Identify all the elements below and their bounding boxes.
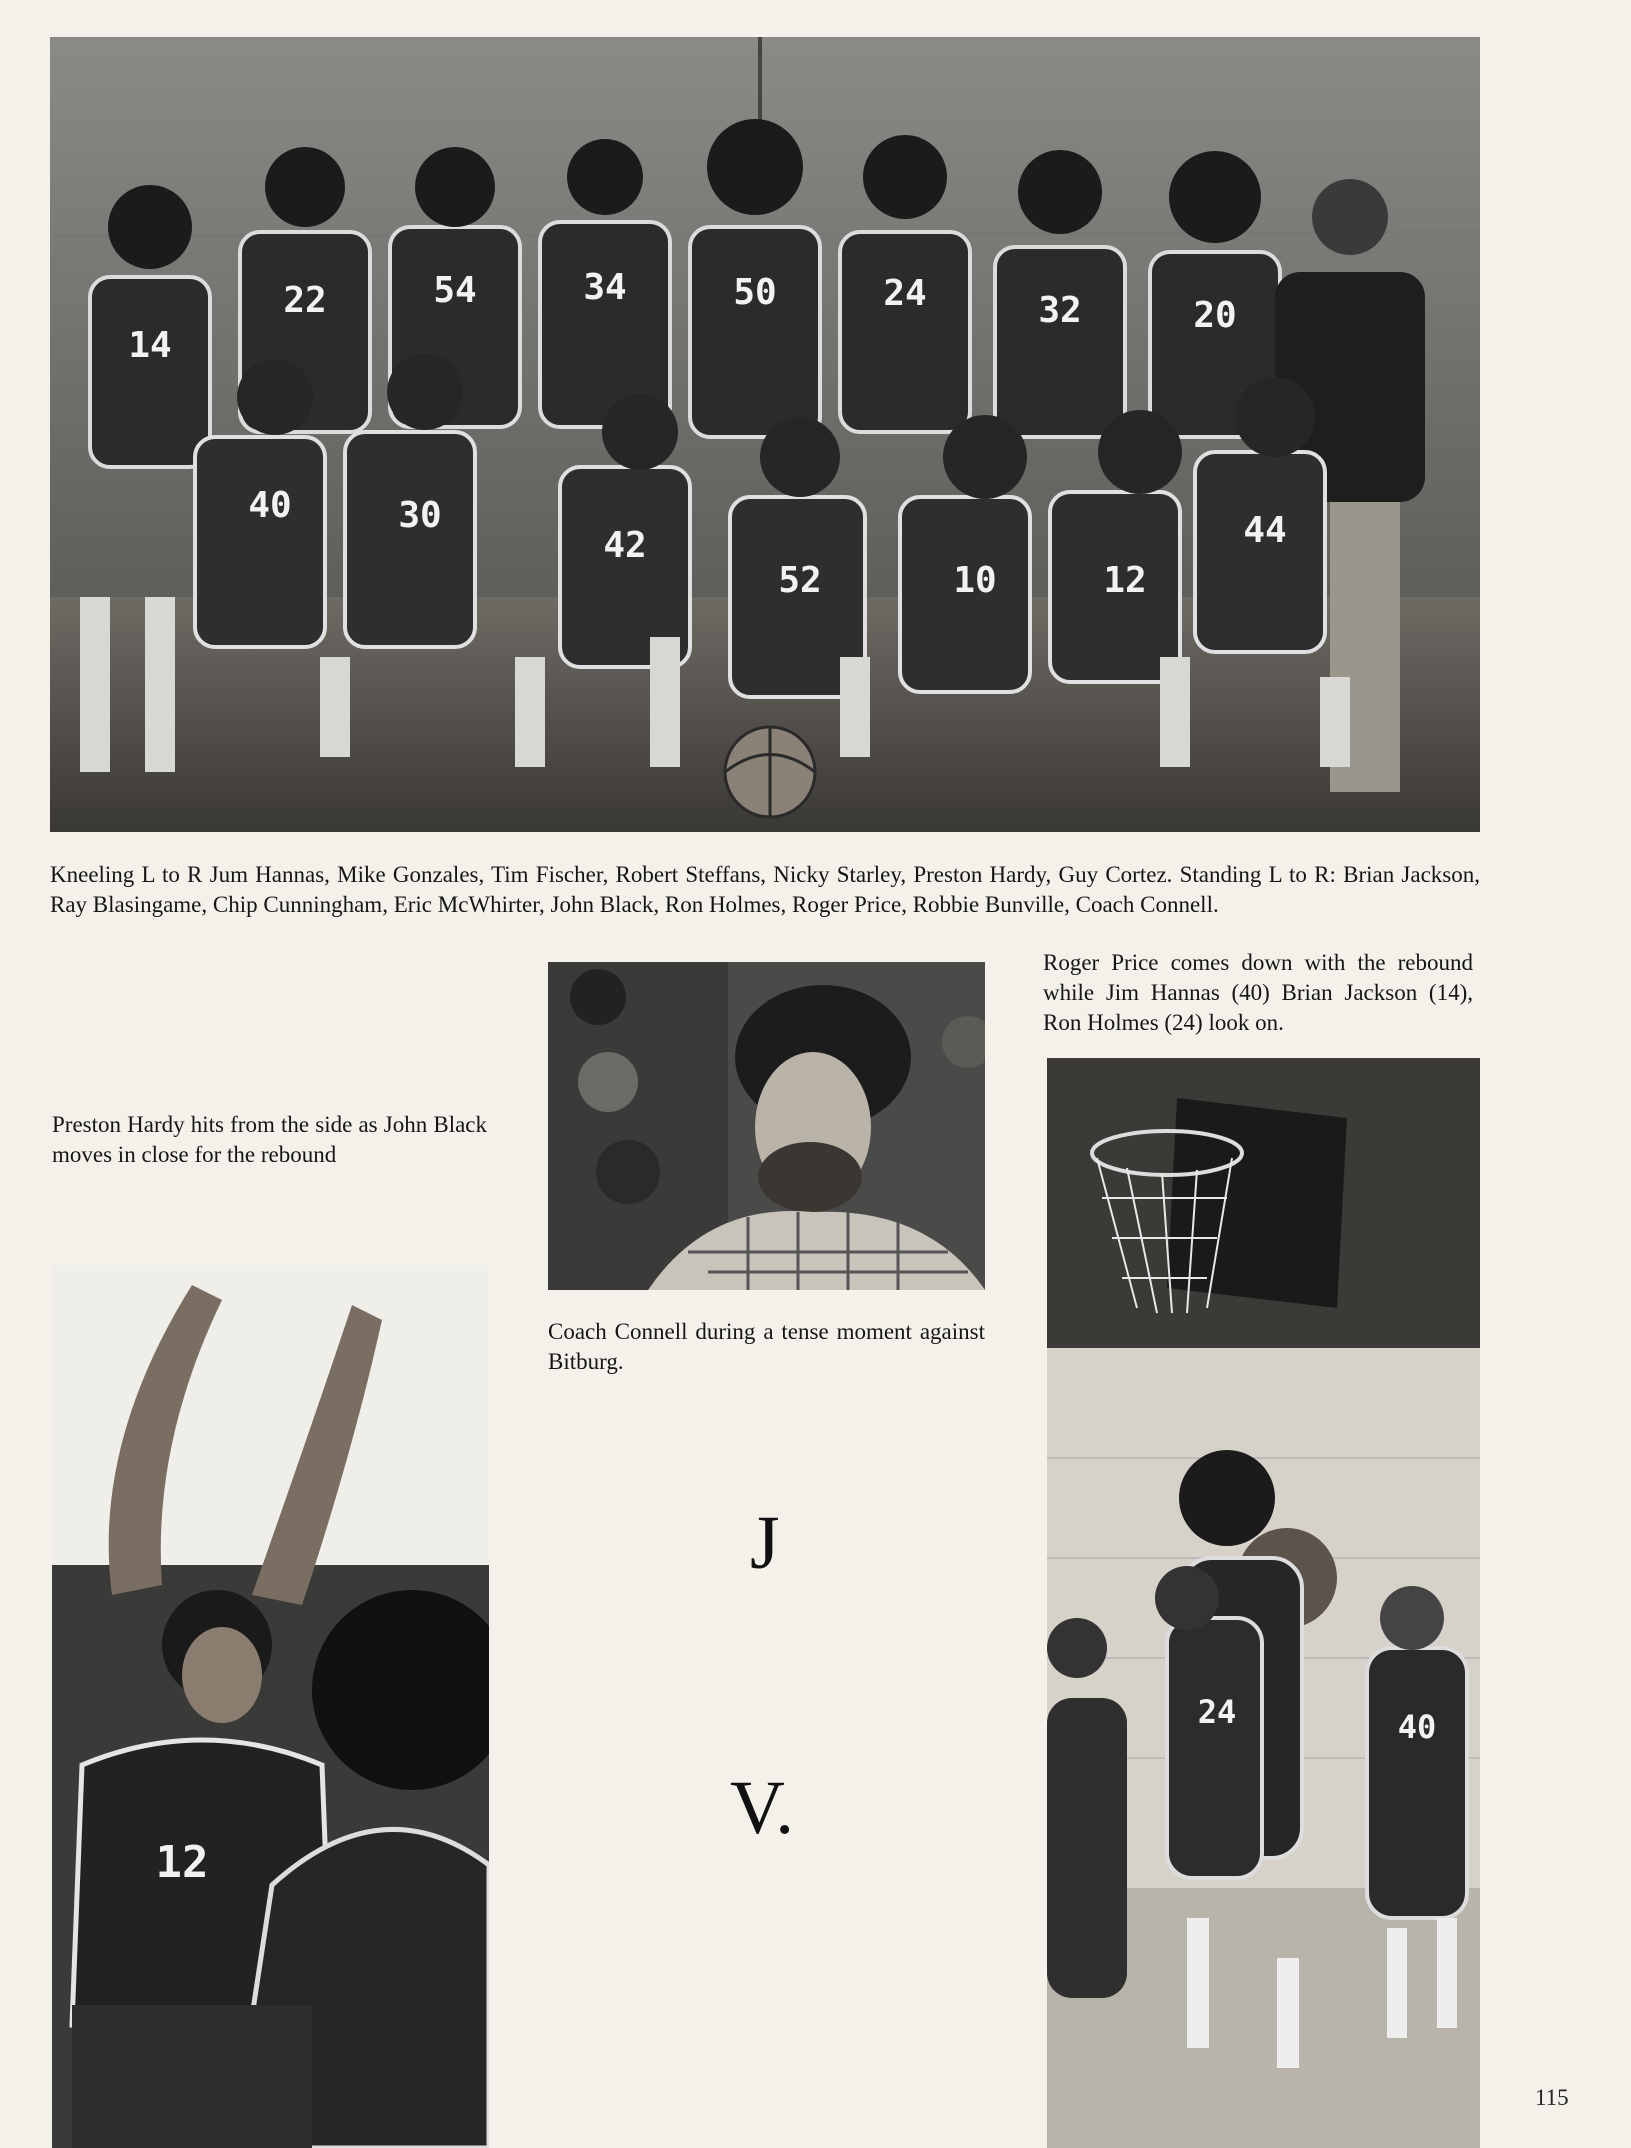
jersey-number-standing: 22 (283, 280, 327, 321)
jersey-number-standing: 14 (128, 325, 172, 366)
jersey-number-standing: 50 (733, 272, 777, 313)
jersey-number-kneeling: 42 (603, 525, 647, 566)
jersey-number-standing: 24 (883, 273, 927, 314)
jersey-number-kneeling: 44 (1243, 510, 1287, 551)
coach-photo-image (548, 962, 985, 1290)
rebound-photo (1047, 1058, 1480, 2148)
jersey-number-kneeling: 10 (953, 560, 997, 601)
title-letter-v: V. (730, 1766, 795, 1850)
jersey-number-kneeling: 30 (398, 495, 442, 536)
team-caption: Kneeling L to R Jum Hannas, Mike Gonzales, Tim Fischer, Robert Steffans, Nicky Starley, Preston Hardy, Guy Cortez. Standing L to R: Brian Jackson, Ray Blasingame, Chip Cunningham, Eric McWhirter, John Black, Ron Holmes, Roger Price, Robbie Bunville, Coach Connell. (50, 862, 1480, 917)
coach-caption: Coach Connell during a tense moment against Bitburg. (548, 1319, 985, 1374)
jersey-number: 40 (1397, 1708, 1437, 1746)
jersey-number-kneeling: 40 (248, 485, 292, 526)
jersey-number-standing: 32 (1038, 290, 1082, 331)
rebound-caption: Roger Price comes down with the rebound while Jim Hannas (40) Brian Jackson (14), Ron Holmes (24) look on. (1043, 950, 1473, 1035)
jersey-number: 24 (1197, 1693, 1237, 1731)
jersey-number-standing: 20 (1193, 295, 1237, 336)
jersey-number-standing: 34 (583, 267, 627, 308)
page-number: 115 (1535, 2085, 1569, 2110)
coach-photo (548, 962, 985, 1290)
team-photo-image (50, 37, 1480, 832)
rebound-photo-image (1047, 1058, 1480, 2148)
jersey-number-kneeling: 12 (1103, 560, 1147, 601)
jersey-number-kneeling: 52 (778, 560, 822, 601)
team-photo (50, 37, 1480, 832)
hardy-caption: Preston Hardy hits from the side as John Black moves in close for the rebound (52, 1112, 487, 1167)
jersey-number-standing: 54 (433, 270, 477, 311)
jersey-number: 12 (155, 1837, 209, 1888)
title-letter-j: J (750, 1501, 780, 1585)
shot-photo (52, 1265, 489, 2148)
shot-photo-image (52, 1265, 489, 2148)
